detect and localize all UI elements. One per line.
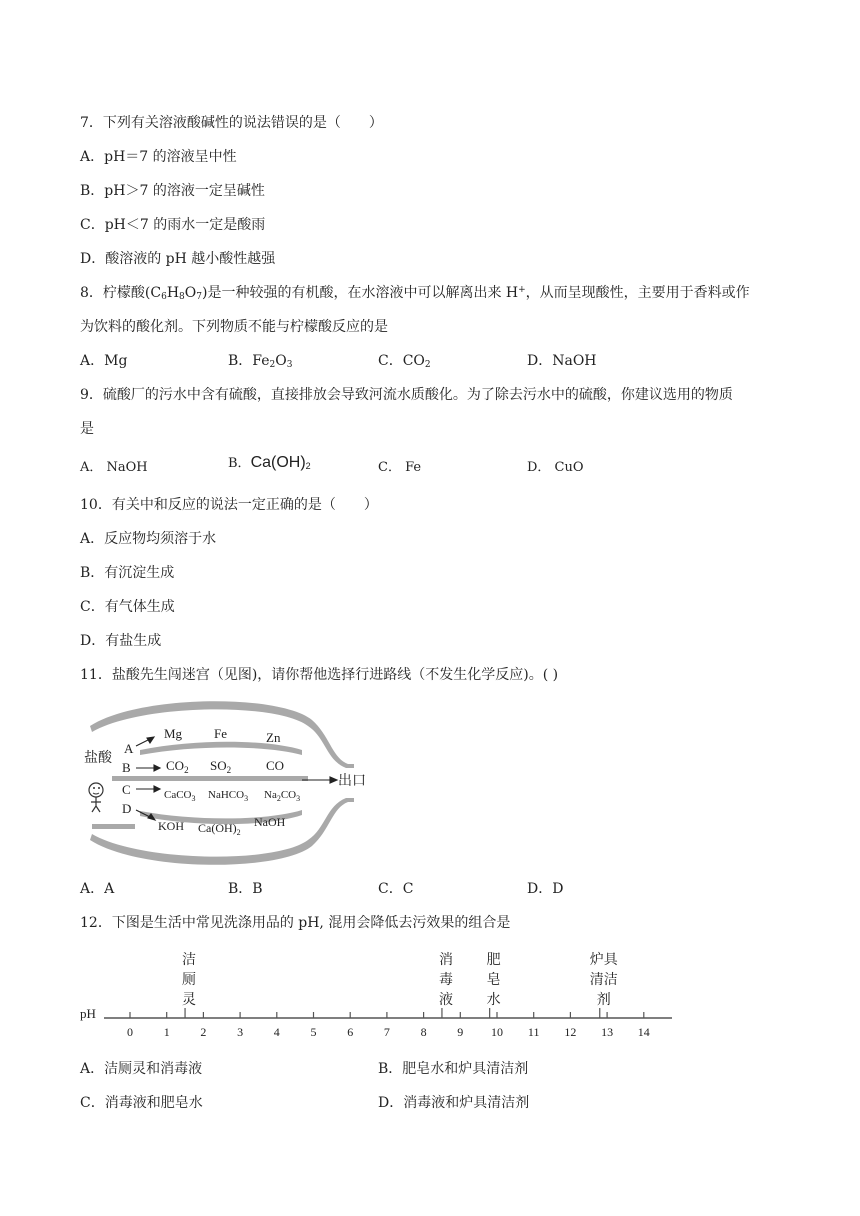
q10-stem: 10．有关中和反应的说法一定正确的是（ ）	[80, 497, 378, 513]
ph-tick-label: 3	[237, 1025, 244, 1038]
maze-row-a-zn: Zn	[266, 730, 281, 745]
maze-row-c-na2co3: $Na_2CO_3$	[264, 789, 301, 803]
q7-option-c: C．pH＜7 的雨水一定是酸雨	[80, 217, 266, 233]
q9-stem-line2: 是	[80, 421, 94, 437]
q12-option-b: B．肥皂水和炉具清洁剂	[378, 1061, 529, 1077]
q7-option-a: A．pH＝7 的溶液呈中性	[80, 149, 237, 165]
q8-option-c: C．$CO_2$	[378, 353, 431, 370]
ph-tick-label: 13	[601, 1025, 614, 1038]
maze-row-a-fe: Fe	[214, 726, 227, 741]
ph-tick-label: 11	[527, 1025, 540, 1038]
maze-row-b-so2: $SO_2$	[210, 758, 232, 775]
hcl-character-icon	[89, 783, 103, 812]
route-letter-b: B	[122, 760, 131, 775]
q12-option-c: C．消毒液和肥皂水	[80, 1095, 203, 1111]
ph-tick-label: 14	[637, 1025, 650, 1038]
route-letter-d: D	[122, 801, 132, 816]
q10-option-a: A．反应物均须溶于水	[80, 531, 217, 547]
ph-scale-figure	[78, 946, 678, 1038]
maze-exit-label: 出口	[338, 773, 366, 789]
ph-tick-label: 7	[383, 1025, 390, 1038]
maze-row-d-naoh: NaOH	[254, 815, 286, 829]
maze-row-b-co2: $CO_2$	[166, 758, 189, 775]
q9-stem: 9．硫酸厂的污水中含有硫酸，直接排放会导致河流水质酸化。为了除去污水中的硫酸，你建议选用的物质	[80, 387, 733, 403]
maze-row-d-koh: KOH	[158, 819, 184, 833]
q9-option-a: A． NaOH	[80, 460, 148, 475]
maze-row-d-caoh2: $Ca(OH)_2$	[198, 821, 241, 837]
q8-stem-line2: 为饮料的酸化剂。下列物质不能与柠檬酸反应的是	[80, 319, 388, 335]
q8-stem: 8．柠檬酸$(C_6H_8O_7)$是一种较强的有机酸，在水溶液中可以解离出来 H+，从而呈现酸性，主要用于香料或作	[80, 285, 750, 302]
ph-product-label: 炉具清洁剂	[589, 952, 618, 1008]
maze-row-b-co: CO	[266, 758, 285, 773]
maze-row-a-mg: Mg	[164, 726, 183, 741]
ph-tick-label: 0	[127, 1025, 133, 1038]
q10-option-d: D．有盐生成	[80, 633, 162, 649]
route-letter-c: C	[122, 782, 131, 797]
q9-option-b: B．$Ca(OH)_2$	[228, 454, 311, 471]
q11-option-d: D．D	[527, 881, 564, 897]
q10-option-c: C．有气体生成	[80, 599, 175, 615]
q8-option-d: D．NaOH	[527, 353, 597, 369]
maze-row-c-caco3: CaCO$_3$	[164, 789, 196, 803]
maze-wall-2	[112, 776, 308, 781]
ph-tick-label: 4	[273, 1025, 280, 1038]
maze-hcl-label: 盐酸	[84, 750, 112, 766]
ph-tick-label: 6	[347, 1025, 354, 1038]
q11-option-c: C．C	[378, 881, 414, 897]
maze-wall-4	[92, 824, 135, 829]
ph-product-label: 洁厕灵	[182, 952, 197, 1008]
q7-option-d: D．酸溶液的 pH 越小酸性越强	[80, 251, 276, 267]
q7-stem: 7．下列有关溶液酸碱性的说法错误的是（ ）	[80, 115, 383, 131]
ph-tick-label: 12	[564, 1025, 577, 1038]
q9-option-d: D． CuO	[527, 460, 584, 475]
q12-option-d: D．消毒液和炉具清洁剂	[378, 1095, 530, 1111]
q11-option-a: A．A	[80, 881, 115, 897]
ph-tick-label: 10	[491, 1025, 503, 1038]
q9-option-c: C． Fe	[378, 460, 422, 475]
q11-option-b: B．B	[228, 881, 263, 897]
ph-product-label: 肥皂水	[486, 952, 501, 1008]
q12-option-a: A．洁厕灵和消毒液	[80, 1061, 203, 1077]
route-letter-a: A	[124, 741, 134, 756]
ph-axis-label: pH	[80, 1006, 96, 1021]
ph-tick-label: 9	[457, 1025, 464, 1038]
maze-figure	[80, 698, 380, 868]
q7-option-b: B．pH＞7 的溶液一定呈碱性	[80, 183, 265, 199]
ph-product-label: 消毒液	[438, 952, 453, 1008]
q8-option-b: B．$Fe_2O_3$	[228, 353, 293, 370]
q10-option-b: B．有沉淀生成	[80, 565, 175, 581]
ph-tick-label: 2	[200, 1025, 207, 1038]
q8-option-a: A．Mg	[80, 353, 128, 369]
q11-stem: 11．盐酸先生闯迷宫（见图)，请你帮他选择行进路线（不发生化学反应)。( )	[80, 667, 559, 683]
ph-tick-label: 1	[163, 1025, 170, 1038]
ph-tick-label: 5	[310, 1025, 317, 1038]
q12-stem: 12．下图是生活中常见洗涤用品的 pH, 混用会降低去污效果的组合是	[80, 915, 511, 931]
ph-tick-label: 8	[420, 1025, 427, 1038]
maze-row-c-nahco3: NaHCO$_3$	[208, 789, 249, 803]
